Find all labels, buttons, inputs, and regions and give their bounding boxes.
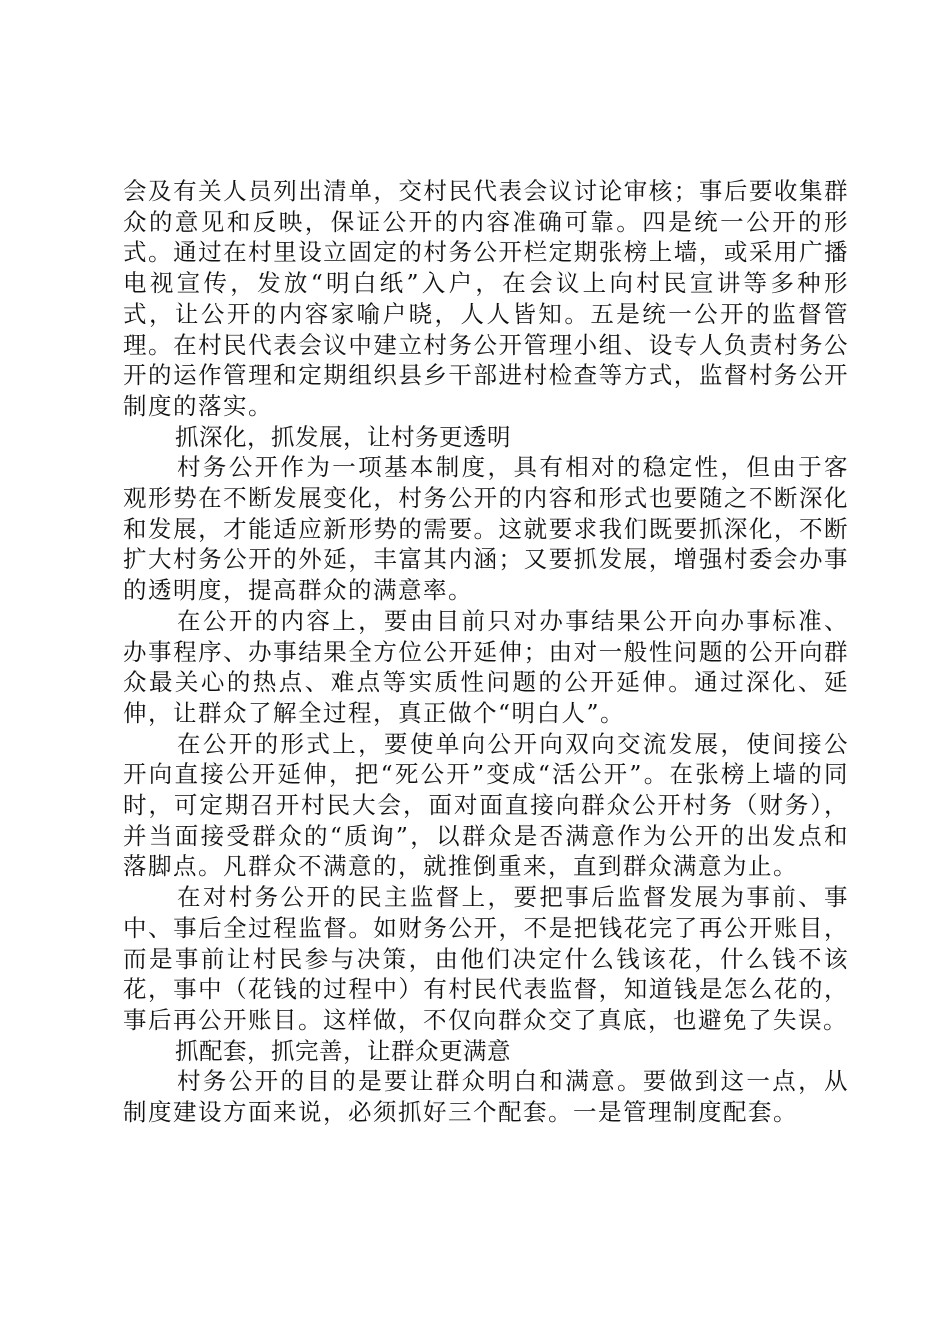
paragraph: 在公开的形式上，要使单向公开向双向交流发展，使间接公开向直接公开延伸，把“死公开”变成“活公开”。在张榜上墙的同时，可定期召开村民大会，面对面直接向群众公开村务（财务），并当面接受群众的“质询”，以群众是否满意作为公开的出发点和落脚点。凡群众不满意的，就推倒重来，直到群众满意为止。 <box>123 729 849 881</box>
paragraph: 在公开的内容上，要由目前只对办事结果公开向办事标准、办事程序、办事结果全方位公开延伸；由对一般性问题的公开向群众最关心的热点、难点等实质性问题的公开延伸。通过深化、延伸，让群众了解全过程，真正做个“明白人”。 <box>123 606 849 727</box>
section-heading-deepen-develop: 抓深化，抓发展，让村务更透明 <box>175 422 511 451</box>
section-heading-supporting-improve: 抓配套，抓完善，让群众更满意 <box>175 1036 511 1065</box>
paragraph: 村务公开的目的是要让群众明白和满意。要做到这一点，从制度建设方面来说，必须抓好三个配套。一是管理制度配套。 <box>123 1067 849 1127</box>
paragraph-continued: 会及有关人员列出清单，交村民代表会议讨论审核；事后要收集群众的意见和反映，保证公开的内容准确可靠。四是统一公开的形式。通过在村里设立固定的村务公开栏定期张榜上墙，或采用广播电视宣传，发放“明白纸”入户，在会议上向村民宣讲等多种形式，让公开的内容家喻户晓，人人皆知。五是统一公开的监督管理。在村民代表会议中建立村务公开管理小组、设专人负责村务公开的运作管理和定期组织县乡干部进村检查等方式，监督村务公开制度的落实。 <box>123 177 849 420</box>
document-body <box>123 176 849 1128</box>
paragraph: 在对村务公开的民主监督上，要把事后监督发展为事前、事中、事后全过程监督。如财务公开，不是把钱花完了再公开账目，而是事前让村民参与决策，由他们决定什么钱该花，什么钱不该花，事中（花钱的过程中）有村民代表监督，知道钱是怎么花的，事后再公开账目。这样做，不仅向群众交了真底，也避免了失误。 <box>123 883 849 1034</box>
paragraph: 村务公开作为一项基本制度，具有相对的稳定性，但由于客观形势在不断发展变化，村务公开的内容和形式也要随之不断深化和发展，才能适应新形势的需要。这就要求我们既要抓深化，不断扩大村务公开的外延，丰富其内涵；又要抓发展，增强村委会办事的透明度，提高群众的满意率。 <box>123 453 849 605</box>
